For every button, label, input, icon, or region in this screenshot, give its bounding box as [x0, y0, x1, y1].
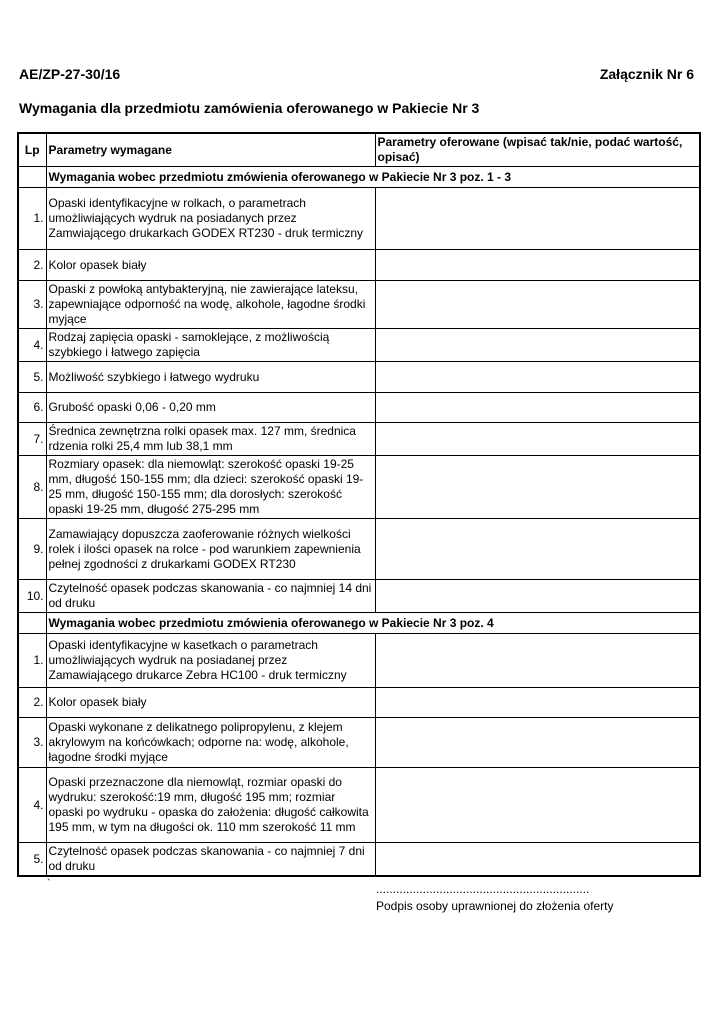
offered-value-cell[interactable]	[375, 281, 700, 329]
table-row	[18, 250, 700, 281]
col-offered-header: Parametry oferowane (wpisać tak/nie, podać wartość, opisać)	[375, 133, 700, 167]
table-row	[18, 456, 700, 519]
offered-value-cell[interactable]	[375, 362, 700, 393]
offered-value-cell[interactable]	[375, 768, 700, 843]
offered-value-cell[interactable]	[375, 688, 700, 718]
table-row	[18, 362, 700, 393]
offered-value-cell[interactable]	[375, 580, 700, 613]
row-number: 3.	[18, 281, 46, 329]
table-row	[18, 688, 700, 718]
row-number: 7.	[18, 423, 46, 456]
row-number: 8.	[18, 456, 46, 519]
row-requirement: Czytelność opasek podczas skanowania - co najmniej 14 dni od druku	[46, 580, 375, 613]
section-title: Wymagania wobec przedmiotu zmówienia oferowanego w Pakiecie Nr 3 poz. 4	[46, 613, 700, 634]
offered-value-cell[interactable]	[375, 519, 700, 580]
row-number: 6.	[18, 393, 46, 423]
table-row	[18, 718, 700, 768]
section-title: Wymagania wobec przedmiotu zmówienia oferowanego w Pakiecie Nr 3 poz. 1 - 3	[46, 167, 700, 188]
row-number: 5.	[18, 843, 46, 877]
row-number: 2.	[18, 688, 46, 718]
attachment-label: Załącznik Nr 6	[599, 66, 694, 82]
table-row	[18, 634, 700, 688]
row-requirement: Możliwość szybkiego i łatwego wydruku	[46, 362, 375, 393]
table-row	[18, 843, 700, 877]
row-number: 4.	[18, 768, 46, 843]
offered-value-cell[interactable]	[375, 250, 700, 281]
row-requirement: Opaski z powłoką antybakteryjną, nie zawierające lateksu, zapewniające odporność na wodę, alkohole, łagodne środki myjące	[46, 281, 375, 329]
row-number: 2.	[18, 250, 46, 281]
row-requirement: Rozmiary opasek: dla niemowląt: szerokość opaski 19-25 mm, długość 150-155 mm; dla dzieci: szerokość opaski 19-25 mm, długość 150-155 mm; dla dorosłych: szerokość opaski 19-25 mm, długość 275-295 mm	[46, 456, 375, 519]
offered-value-cell[interactable]	[375, 718, 700, 768]
offered-value-cell[interactable]	[375, 188, 700, 250]
row-number: 5.	[18, 362, 46, 393]
row-number: 10.	[18, 580, 46, 613]
offered-value-cell[interactable]	[375, 634, 700, 688]
row-requirement: Kolor opasek biały	[46, 688, 375, 718]
document-reference: AE/ZP-27-30/16	[19, 66, 121, 82]
table-row	[18, 768, 700, 843]
row-requirement: Zamawiający dopuszcza zaoferowanie różnych wielkości rolek i ilości opasek na rolce - pod warunkiem zapewnienia pełnej zgodności z drukarkami GODEX RT230	[46, 519, 375, 580]
row-requirement: Opaski identyfikacyjne w kasetkach o parametrach umożliwiających wydruk na posiadanej przez Zamawiającego drukarce Zebra HC100 - druk termiczny	[46, 634, 375, 688]
section-row	[18, 613, 700, 634]
row-requirement: Grubość opaski 0,06 - 0,20 mm	[46, 393, 375, 423]
row-requirement: Opaski wykonane z delikatnego polipropylenu, z klejem akrylowym na końcówkach; odporne na: wodę, alkohole, łagodne środki myjące	[46, 718, 375, 768]
table-row	[18, 423, 700, 456]
page-title: Wymagania dla przedmiotu zamówienia oferowanego w Pakiecie Nr 3	[19, 100, 480, 116]
col-required-header: Parametry wymagane	[46, 133, 375, 167]
row-number: 1.	[18, 634, 46, 688]
signature-label: Podpis osoby uprawnionej do złożenia oferty	[376, 899, 614, 913]
table-row	[18, 281, 700, 329]
offered-value-cell[interactable]	[375, 843, 700, 877]
row-requirement: Rodzaj zapięcia opaski - samoklejące, z możliwością szybkiego i łatwego zapięcia	[46, 329, 375, 362]
row-number: 3.	[18, 718, 46, 768]
requirements-table	[17, 132, 701, 877]
offered-value-cell[interactable]	[375, 393, 700, 423]
table-header-row	[18, 133, 700, 167]
table-row	[18, 580, 700, 613]
offered-value-cell[interactable]	[375, 329, 700, 362]
signature-line: ................................................................	[376, 882, 590, 896]
offered-value-cell[interactable]	[375, 456, 700, 519]
row-requirement: Opaski przeznaczone dla niemowląt, rozmiar opaski do wydruku: szerokość:19 mm, długość 195 mm; rozmiar opaski po wydruku - opaska do założenia: długość całkowita 195 mm, w tym na długości ok. 110 mm szerokość 11 mm	[46, 768, 375, 843]
table-row	[18, 329, 700, 362]
offered-value-cell[interactable]	[375, 423, 700, 456]
row-requirement: Czytelność opasek podczas skanowania - co najmniej 7 dni od druku	[46, 843, 375, 877]
row-number: 1.	[18, 188, 46, 250]
row-requirement: Opaski identyfikacyjne w rolkach, o parametrach umożliwiających wydruk na posiadanych przez Zamwiającego drukarkach GODEX RT230 - druk termiczny	[46, 188, 375, 250]
row-requirement: Kolor opasek biały	[46, 250, 375, 281]
table-row	[18, 393, 700, 423]
table-row	[18, 519, 700, 580]
stray-mark: `	[47, 878, 51, 890]
col-lp-header: Lp	[18, 133, 46, 167]
row-number: 9.	[18, 519, 46, 580]
row-requirement: Średnica zewnętrzna rolki opasek max. 127 mm, średnica rdzenia rolki 25,4 mm lub 38,1 mm	[46, 423, 375, 456]
table-row	[18, 188, 700, 250]
section-row	[18, 167, 700, 188]
row-number: 4.	[18, 329, 46, 362]
